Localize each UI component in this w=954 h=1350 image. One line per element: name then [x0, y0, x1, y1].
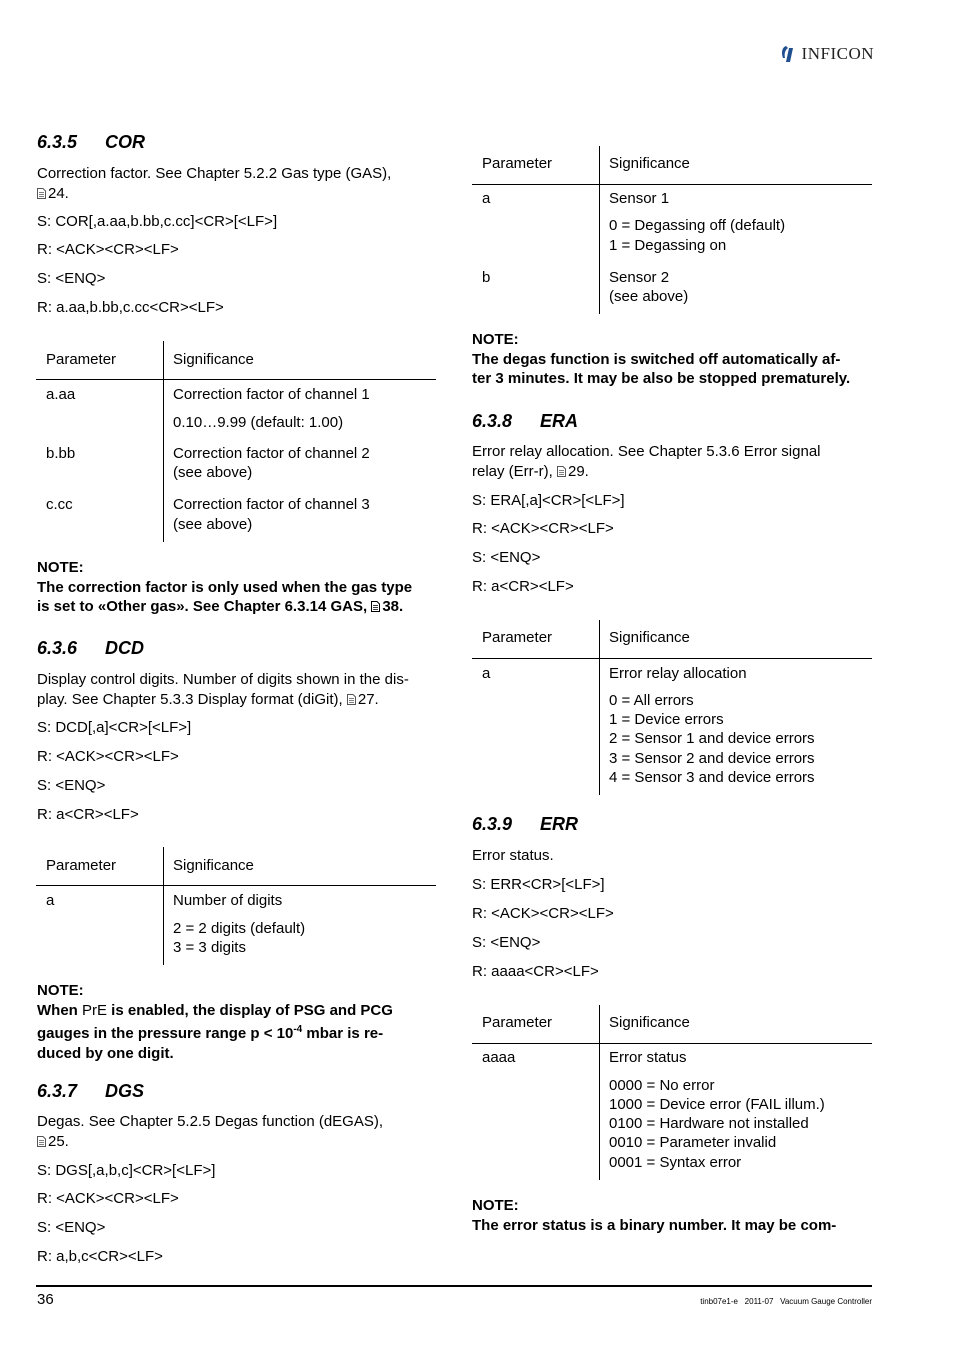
section-number: 6.3.8 [472, 411, 513, 431]
table-cell-significance: 2 = 2 digits (default) [173, 920, 306, 937]
inficon-logo-mark-icon [780, 44, 802, 64]
page-reference-icon [37, 188, 46, 199]
table-divider [599, 1005, 600, 1180]
table-divider [599, 620, 600, 795]
err-command-4: R: aaaa<CR><LF> [472, 963, 599, 980]
dgs-command-2: R: <ACK><CR><LF> [37, 1190, 179, 1207]
note-text: is set to «Other gas». See Chapter 6.3.14 GAS, [37, 598, 368, 615]
table-header-rule [472, 658, 872, 659]
dcd-description [37, 670, 409, 709]
table-divider [599, 146, 600, 314]
err-command-2: R: <ACK><CR><LF> [472, 905, 614, 922]
era-command-3: S: <ENQ> [472, 549, 541, 566]
page-reference: 24. [48, 184, 69, 202]
table-divider [163, 847, 164, 965]
table-cell-param: b [482, 269, 491, 286]
section-heading-err [472, 814, 578, 835]
err-command-1: S: ERR<CR>[<LF>] [472, 876, 605, 893]
section-heading-era [472, 411, 578, 432]
section-title: DCD [105, 638, 144, 658]
table-cell-significance: Correction factor of channel 2 [173, 445, 370, 462]
exponent: -4 [293, 1024, 303, 1035]
era-parameter-table [472, 620, 872, 795]
table-cell-option: 2 = Sensor 1 and device errors [609, 730, 815, 747]
section-heading-dcd [37, 638, 144, 659]
table-header-rule [36, 379, 436, 380]
dcd-command-3: S: <ENQ> [37, 777, 106, 794]
note-label: NOTE: [37, 982, 84, 999]
note-label: NOTE: [472, 331, 519, 348]
dgs-desc-line2 [37, 1132, 383, 1152]
page-reference: 25. [48, 1132, 69, 1150]
cor-note [37, 558, 412, 617]
era-description [472, 442, 821, 481]
table-cell-significance: (see above) [609, 288, 689, 305]
table-header-rule [472, 184, 872, 185]
note-text: When [37, 1001, 82, 1019]
document-info: tinb07e1-e 2011-07 Vacuum Gauge Controller [700, 1297, 872, 1306]
note-line [37, 1001, 393, 1021]
section-heading-dgs [37, 1081, 144, 1102]
dgs-command-1: S: DGS[,a,b,c]<CR>[<LF>] [37, 1162, 216, 1179]
note-label: NOTE: [472, 1197, 519, 1214]
note-line: The error status is a binary number. It may be com- [472, 1216, 837, 1234]
table-header-significance: Significance [609, 629, 690, 646]
section-title: COR [105, 132, 145, 152]
err-description: Error status. [472, 847, 554, 864]
cor-command-3: S: <ENQ> [37, 270, 106, 287]
table-cell-significance: Sensor 2 [609, 269, 670, 286]
cor-description [37, 164, 391, 203]
section-number: 6.3.9 [472, 814, 513, 834]
cor-command-2: R: <ACK><CR><LF> [37, 241, 179, 258]
page-reference: 38. [382, 598, 404, 615]
table-cell-significance: (see above) [173, 464, 253, 481]
desc-text: relay (Err-r), [472, 462, 553, 480]
table-header-parameter: Parameter [482, 1014, 553, 1031]
page-reference: 27. [357, 690, 379, 708]
cor-command-4: R: a.aa,b.bb,c.cc<CR><LF> [37, 299, 224, 316]
table-cell-param: a [482, 665, 491, 682]
section-title: ERR [540, 814, 579, 834]
section-number: 6.3.6 [37, 638, 78, 658]
display-code: PrE [82, 1001, 108, 1019]
table-cell-significance: 3 = 3 digits [173, 939, 246, 956]
table-cell-significance: Error status [609, 1049, 687, 1066]
table-header-parameter: Parameter [46, 351, 117, 368]
cor-command-1: S: COR[,a.aa,b.bb,c.cc]<CR>[<LF>] [37, 213, 278, 230]
table-header-rule [472, 1043, 872, 1044]
dcd-desc-line2 [37, 690, 409, 710]
section-number: 6.3.5 [37, 132, 78, 152]
page-reference-icon [347, 694, 356, 705]
table-cell-significance: Error relay allocation [609, 665, 747, 682]
note-line: ter 3 minutes. It may be also be stopped prematurely. [472, 370, 851, 387]
table-cell-significance: Correction factor of channel 1 [173, 386, 370, 403]
cor-parameter-table [36, 341, 436, 542]
table-cell-significance: Correction factor of channel 3 [173, 496, 370, 513]
dgs-parameter-table [472, 146, 872, 314]
page-reference-icon [371, 601, 380, 612]
cor-desc-line1: Correction factor. See Chapter 5.2.2 Gas type (GAS), [37, 165, 392, 182]
dcd-command-2: R: <ACK><CR><LF> [37, 748, 179, 765]
note-line: The correction factor is only used when the gas type [37, 578, 413, 596]
inficon-logo [780, 44, 874, 64]
table-header-parameter: Parameter [46, 857, 117, 874]
dcd-command-1: S: DCD[,a]<CR>[<LF>] [37, 719, 192, 736]
dgs-description [37, 1112, 383, 1151]
table-cell-option: 1000 = Device error (FAIL illum.) [609, 1096, 825, 1113]
note-line: The degas function is switched off automatically af- [472, 350, 841, 368]
table-cell-param: aaaa [482, 1049, 516, 1066]
table-cell-option: 1 = Device errors [609, 711, 724, 728]
note-text: is enabled, the display of PSG and PCG [107, 1001, 393, 1019]
table-cell-significance: 0 = Degassing off (default) [609, 217, 786, 234]
footer-rule [36, 1285, 872, 1287]
cor-desc-line2 [37, 184, 391, 204]
table-cell-significance: 1 = Degassing on [609, 237, 727, 254]
table-cell-param: b.bb [46, 445, 76, 462]
err-command-3: S: <ENQ> [472, 934, 541, 951]
table-cell-option: 0100 = Hardware not installed [609, 1115, 809, 1132]
era-command-1: S: ERA[,a]<CR>[<LF>] [472, 492, 625, 509]
table-cell-significance: (see above) [173, 516, 253, 533]
table-cell-param: a.aa [46, 386, 76, 403]
table-cell-option: 0000 = No error [609, 1077, 715, 1094]
era-command-2: R: <ACK><CR><LF> [472, 520, 614, 537]
desc-text: play. See Chapter 5.3.3 Display format (diGit), [37, 690, 343, 708]
dcd-parameter-table [36, 847, 436, 965]
table-cell-param: a [46, 892, 55, 909]
page-reference-icon [557, 466, 566, 477]
table-header-rule [36, 885, 436, 886]
era-desc-line2 [472, 462, 821, 482]
dgs-command-3: S: <ENQ> [37, 1219, 106, 1236]
note-text: gauges in the pressure range p < 10 [37, 1025, 294, 1042]
section-title: DGS [105, 1081, 145, 1101]
table-cell-param: c.cc [46, 496, 73, 513]
table-cell-option: 0 = All errors [609, 692, 694, 709]
table-cell-param: a [482, 190, 491, 207]
table-header-parameter: Parameter [482, 629, 553, 646]
table-cell-option: 4 = Sensor 3 and device errors [609, 769, 815, 786]
table-divider [163, 341, 164, 542]
dgs-command-4: R: a,b,c<CR><LF> [37, 1248, 163, 1265]
table-header-significance: Significance [173, 351, 254, 368]
brand-name: INFICON [801, 44, 874, 63]
table-cell-option: 3 = Sensor 2 and device errors [609, 750, 815, 767]
table-cell-option: 0001 = Syntax error [609, 1154, 742, 1171]
page-reference: 29. [568, 462, 589, 480]
err-note [472, 1196, 836, 1235]
era-command-4: R: a<CR><LF> [472, 578, 574, 595]
table-cell-significance: Number of digits [173, 892, 283, 909]
era-desc-line1: Error relay allocation. See Chapter 5.3.6 Error signal [472, 443, 821, 460]
note-line [37, 597, 412, 617]
page-reference-icon [37, 1136, 46, 1147]
err-parameter-table [472, 1005, 872, 1180]
table-header-significance: Significance [609, 155, 690, 172]
section-heading-cor [37, 132, 145, 153]
table-header-parameter: Parameter [482, 155, 553, 172]
table-cell-significance: 0.10…9.99 (default: 1.00) [173, 414, 344, 431]
section-number: 6.3.7 [37, 1081, 78, 1101]
dgs-desc-line1: Degas. See Chapter 5.2.5 Degas function (dEGAS), [37, 1113, 384, 1130]
dcd-note [37, 981, 393, 1063]
dcd-desc-line1: Display control digits. Number of digits shown in the dis- [37, 671, 409, 688]
note-label: NOTE: [37, 559, 84, 576]
note-line: duced by one digit. [37, 1044, 174, 1062]
note-text: mbar is re- [302, 1025, 384, 1042]
table-header-significance: Significance [173, 857, 254, 874]
page-number: 36 [37, 1291, 54, 1308]
table-header-significance: Significance [609, 1014, 690, 1031]
dgs-note [472, 330, 850, 389]
dcd-command-4: R: a<CR><LF> [37, 806, 139, 823]
table-cell-significance: Sensor 1 [609, 190, 670, 207]
table-cell-option: 0010 = Parameter invalid [609, 1134, 777, 1151]
section-title: ERA [540, 411, 579, 431]
note-line [37, 1020, 393, 1044]
